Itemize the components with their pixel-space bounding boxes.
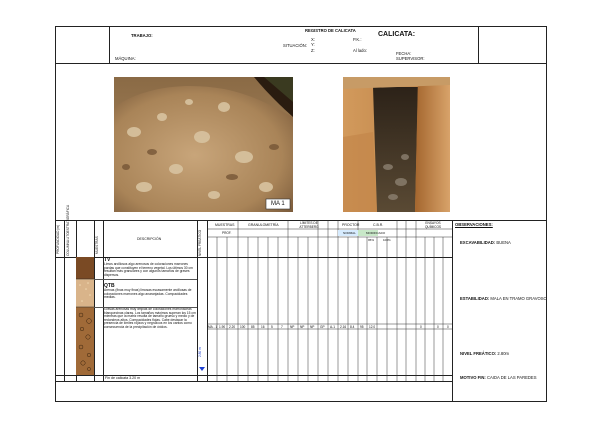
col-columna: COLUMNA LITOESTRATIGRÁFICA (66, 204, 70, 256)
cell: 12.0 (369, 325, 376, 329)
grp-granulometria: GRANULOMETRÍA (248, 223, 279, 227)
supervisor-label: SUPERVISOR: (396, 56, 425, 61)
unit-description: Gravas arenosas muy limpias de coloraciones marronáceas blanquecinas claras. Los tamaños máximos superan los 15 cm mientras que la matriz resulta de tamaño grueso y medio y de redondeos altos. Compacidades flojas. Cabe destacar la presencia de límites rojizos y negruzcos en los cantos como consecuencia de la precipitación de óxidos. (104, 307, 196, 329)
header-logo-divider (109, 26, 110, 63)
cell: 7 (281, 325, 283, 329)
z-label: Z: (311, 48, 315, 53)
unit-code: QTB (104, 283, 115, 289)
observations-divider (452, 220, 453, 401)
sub-95: 95% (368, 238, 375, 242)
excavabilidad-value: BUENA (496, 240, 511, 245)
sub-prof: PROF. (222, 231, 232, 235)
motivo-value: CAIDA DE LAS PAREDES (487, 375, 537, 380)
col-divider (64, 220, 65, 381)
col-muestras-left: MUESTRAS (95, 236, 99, 254)
unit-description: Arenas (finas muy finas) limosas escasamente arcillosas de coloraciones marrones algo anaranjadas. Compacidades medias. (104, 288, 192, 300)
cell: 5 (271, 325, 273, 329)
pk-label: P.K.: (353, 37, 362, 42)
cell: 2.16 (340, 325, 347, 329)
al-lado-label: Al lado: (353, 48, 367, 53)
trial-pit-trench-photo (343, 77, 450, 212)
grp-proctor: PROCTOR (342, 223, 360, 227)
cell: 8.4 (350, 325, 355, 329)
end-of-pit-text: Fin de calicata 3.20 m (105, 376, 141, 380)
excavabilidad (460, 240, 511, 245)
cell: 95 (360, 325, 364, 329)
col-profundidad: PROFUNDIDAD (m) (56, 224, 60, 254)
cell: A-1 (330, 325, 335, 329)
cell: NP (310, 325, 315, 329)
nivel-freatico (460, 351, 509, 356)
unit-description: Limos arcillosos algo arenosos de coloraciones marrones pardas que constituyen el terreno vegetal. Los últimos 30 cm resultan más granulares y con algunos tamaños de graves dispersos. (104, 262, 193, 277)
calicata-label: CALICATA: (378, 31, 416, 38)
record-title: REGISTRO DE CALICATA (305, 28, 356, 33)
stratigraphic-column (76, 257, 94, 375)
nivel-label: NIVEL FREÁTICO: (460, 351, 497, 356)
estabilidad-value: MALA EN TRAMO GRAVOSO (490, 296, 547, 301)
phreatic-depth-mark: 2.80 m (198, 347, 202, 357)
header-right-divider (478, 26, 479, 63)
estabilidad (460, 296, 547, 301)
trial-pit-spoil-photo (114, 77, 293, 212)
cell: 2.20 (229, 325, 236, 329)
cell: 85 (251, 325, 255, 329)
cell: 100 (240, 325, 246, 329)
col-nivel-freatico: NIVEL FREÁTICO (198, 229, 202, 256)
col-descripcion: DESCRIPCIÓN (137, 237, 162, 241)
cell: GP (320, 325, 325, 329)
unit-code: TV (104, 257, 111, 263)
cell: NP (300, 325, 305, 329)
cell: 0 (437, 325, 439, 329)
cell: 1.90 (219, 325, 226, 329)
cell: MA - 1 (208, 325, 218, 329)
trabajo-label: TRABAJO: (131, 33, 153, 38)
motivo-label: MOTIVO FIN: (460, 375, 486, 380)
grp-muestras: MUESTRAS (215, 223, 235, 227)
cell: 0 (420, 325, 422, 329)
unit-gravas (104, 308, 196, 330)
excavabilidad-label: EXCAVABILIDAD: (460, 240, 496, 245)
y-label: Y: (311, 42, 315, 47)
nivel-value: 2.80m (497, 351, 510, 356)
water-level-icon (199, 359, 205, 365)
unit-boundary (94, 279, 197, 280)
unit-tv (104, 257, 196, 277)
unit-boundary (94, 307, 197, 308)
cell: 16 (261, 325, 265, 329)
lab-results-grid (207, 220, 452, 381)
cell: 0 (447, 325, 449, 329)
fecha-label: FECHA: (396, 51, 412, 56)
unit-qtb (104, 283, 196, 300)
grp-ensayos: ENSAYOS QUÍMICOS (424, 221, 442, 229)
x-label: X: (311, 37, 315, 42)
sample-tag: MA 1 (271, 201, 285, 207)
table-end-line-2 (55, 381, 452, 382)
sub-modificado: MODIFICADO (366, 231, 386, 235)
grp-limites: LÍMITES DE ATTERBERG (299, 221, 319, 229)
sub-normal: NORMAL (343, 231, 356, 235)
motivo-fin (460, 375, 537, 380)
col-divider (103, 220, 104, 381)
estabilidad-label: ESTABILIDAD: (460, 296, 490, 301)
header-divider (55, 63, 547, 64)
grp-cbr: C.B.R. (373, 223, 384, 227)
situacion-label: SITUACIÓN: (283, 43, 307, 48)
sub-100: 100% (383, 238, 391, 242)
observations-title: OBSERVACIONES: (455, 222, 493, 227)
cell: NP (290, 325, 295, 329)
maquina-label: MÁQUINA: (115, 56, 136, 61)
